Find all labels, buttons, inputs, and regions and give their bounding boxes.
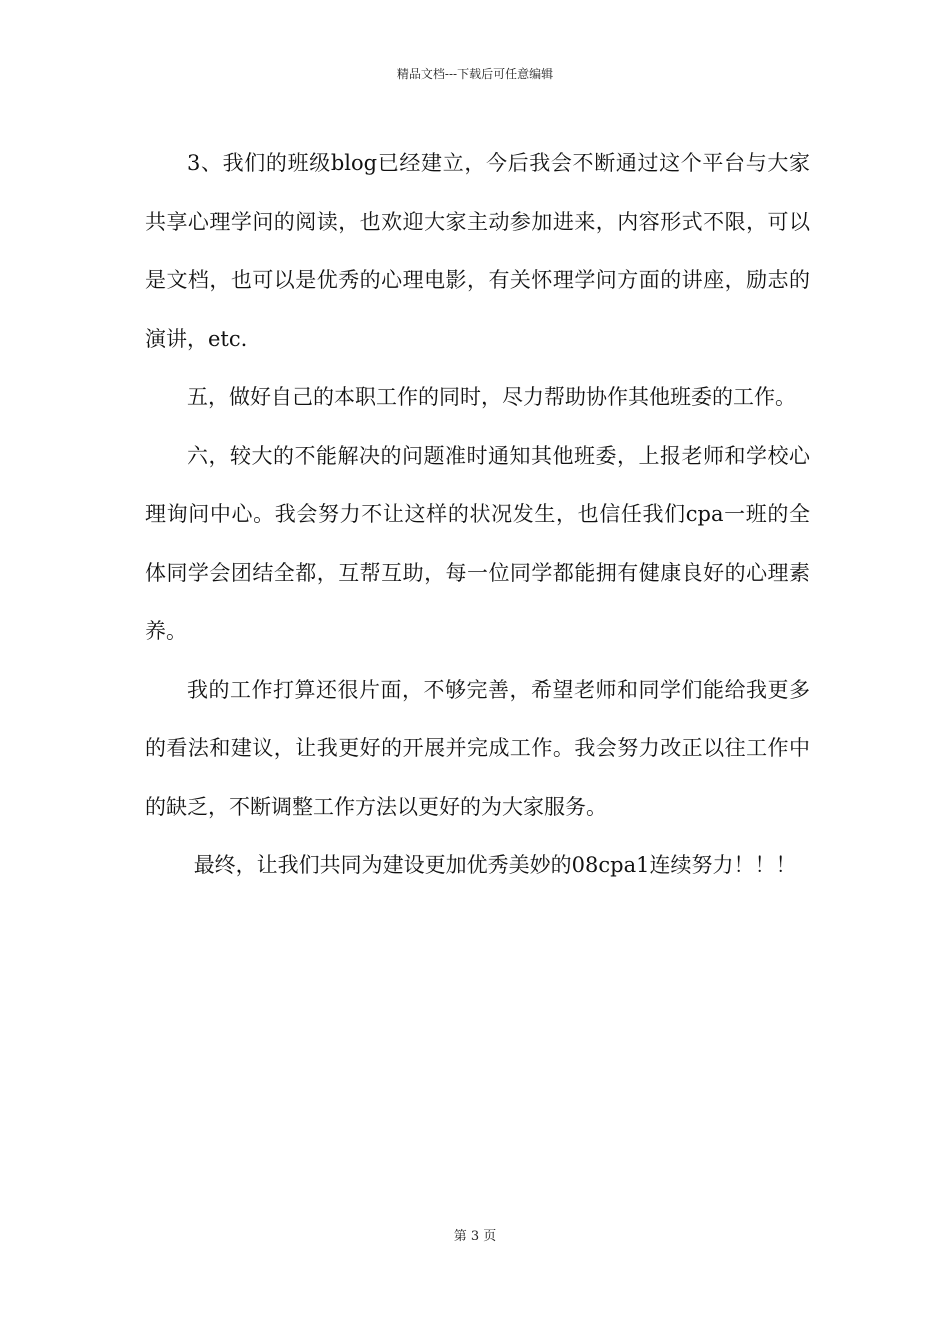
paragraph-plan: 我的工作打算还很片面，不够完善，希望老师和同学们能给我更多的看法和建议，让我更好的开展并完成工作。我会努力改正以往工作中的缺乏，不断调整工作方法以更好的为大家服务。 xyxy=(145,677,810,819)
page-number: 第 3 页 xyxy=(453,1229,497,1244)
paragraph-five: 五，做好自己的本职工作的同时，尽力帮助协作其他班委的工作。 xyxy=(187,385,796,409)
paragraph-blog: 3、我们的班级blog已经建立，今后我会不断通过这个平台与大家共享心理学问的阅读，也欢迎大家主动参加进来，内容形式不限，可以是文档，也可以是优秀的心理电影，有关怀理学问方面的讲座，励志的演讲，etc. xyxy=(145,151,810,351)
document-body xyxy=(145,134,810,895)
page-header: 精品文档---下载后可任意编辑 xyxy=(396,67,554,81)
paragraph-closing: 最终，让我们共同为建设更加优秀美妙的08cpa1连续努力！！！ xyxy=(187,853,797,877)
paragraph-six: 六，较大的不能解决的问题准时通知其他班委，上报老师和学校心理询问中心。我会努力不让这样的状况发生，也信任我们cpa一班的全体同学会团结全都，互帮互助，每一位同学都能拥有健康良好的心理素养。 xyxy=(145,443,810,643)
